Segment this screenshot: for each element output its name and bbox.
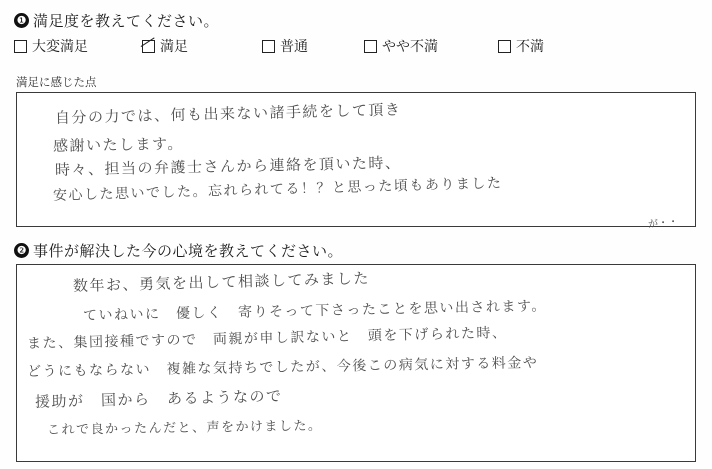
handwritten-line: 時々、担当の弁護士さんから連絡を頂いた時、 [54,153,402,179]
question-2-number: ❷ [14,243,29,258]
choice-label: 普通 [280,39,308,55]
subsection-label: 満足に感じた点 [16,75,97,89]
handwritten-line: 援助が 国から あるようなので [34,386,283,411]
choice-label: 不満 [516,39,544,55]
checkbox-icon[interactable] [262,40,275,53]
question-2-heading [14,240,343,261]
choice-label: 大変満足 [32,39,88,55]
choice-option-0[interactable] [14,36,88,56]
choice-option-2[interactable] [262,36,308,56]
checkbox-checked-icon[interactable] [142,40,155,53]
satisfaction-choice-group [14,36,698,58]
handwritten-line: どうにもならない 複雑な気持ちでしたが、今後この病気に対する料金や [26,355,539,380]
handwritten-line: ていねいに 優しく 寄りそって下さったことを思い出されます。 [82,298,547,324]
question-1-heading [14,10,219,31]
handwritten-line: 感謝いたします。 [52,134,184,155]
choice-option-3[interactable] [364,36,438,56]
choice-label: やや不満 [382,39,438,55]
answer-box-question-2[interactable] [16,264,696,462]
question-1-text: 満足度を教えてください。 [33,12,220,30]
answer-box-question-1[interactable] [16,92,696,227]
handwritten-line: 数年お、勇気を出して相談してみました [72,269,371,295]
choice-label: 満足 [160,39,188,55]
checkbox-icon[interactable] [498,40,511,53]
handwritten-line: また、集団接種ですので 両親が申し訳ないと 頭を下げられた時、 [26,325,508,352]
question-2-text: 事件が解決した今の心境を教えてください。 [33,242,344,260]
choice-option-4[interactable] [498,36,544,56]
checkbox-icon[interactable] [14,40,27,53]
checkbox-icon[interactable] [364,40,377,53]
question-1-number: ❶ [14,13,29,28]
choice-option-1[interactable] [142,36,188,56]
handwritten-line: 安心した思いでした。忘れられてる！？と思った頃もありました [52,175,503,204]
handwritten-line: これで良かったんだと、声をかけました。 [46,418,323,438]
handwritten-line: 自分の力では、何も出来ない諸手続をして頂き [54,100,402,127]
handwriting-overflow-mark: が・・ [647,216,679,231]
